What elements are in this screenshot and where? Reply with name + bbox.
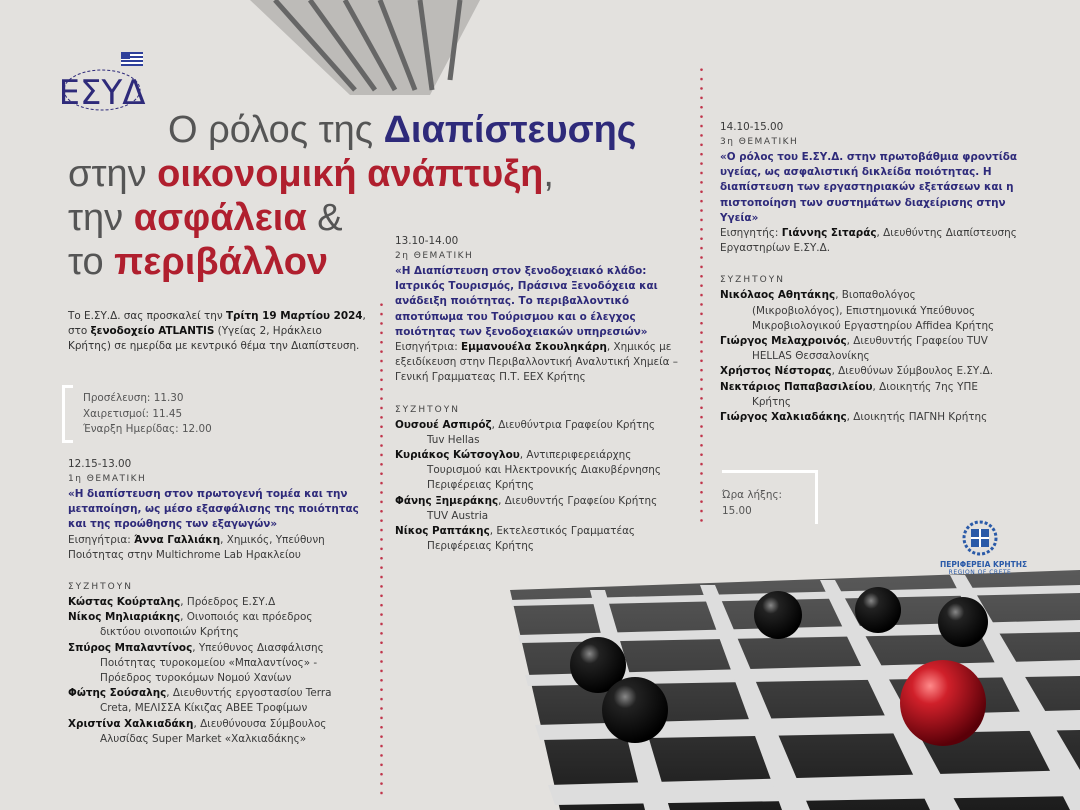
- panel-list: Νικόλαος Αθητάκης, Βιοπαθολόγος (Μικροβιολόγος), Επιστημονικά Υπεύθυνος Μικροβιολογικού Εργαστηρίου Affidea Κρήτης Γιώργος Μελαχροινός, Διευθυντής Γραφείου TUV HELLAS Θεσσαλονίκης Χρήστος Νέστορας, Διευθύνων Σύμβουλος Ε.ΣΥ.Δ. Νεκτάριος Παπαβασιλείου, Διοικητής 7ης ΥΠΕ Κρήτης Γιώργος Χαλκιαδάκης, Διοικητής ΠΑΓΝΗ Κρήτης: [720, 289, 995, 424]
- schedule-bracket: [62, 385, 73, 443]
- intro-text: Το Ε.ΣΥ.Δ. σας προσκαλεί την Τρίτη 19 Μαρτίου 2024, στο ξενοδοχείο ATLANTIS (Υγείας 2, Ηράκλειο Κρήτης) σε ημερίδα με κεντρικό θέμα την Διαπίστευση.: [68, 310, 366, 353]
- session-3: 14.10-15.00 3η ΘΕΜΑΤΙΚΗ «Ο ρόλος του Ε.ΣΥ.Δ. στην πρωτοβάθμια φροντίδα υγείας, ως ασφαλιστική δικλείδα ποιότητας. Η διαπίστευση των εργαστηριακών εξετάσεων και η πιστοποίηση των συστημάτων διαχείρισης στην Υγεία» Εισηγητής: Γιάννης Σιταράς, Διευθύντης Διαπίστευσης Εργαστηρίων Ε.ΣΥ.Δ. ΣΥΖΗΤΟΥΝ Νικόλαος Αθητάκης, Βιοπαθολόγος (Μικροβιολόγος), Επιστημονικά Υπεύθυνος Μικροβιολογικού Εργαστηρίου Affidea Κρήτης Γιώργος Μελαχροινός, Διευθυντής Γραφείου TUV HELLAS Θεσσαλονίκης Χρήστος Νέστορας, Διευθύνων Σύμβουλος Ε.ΣΥ.Δ. Νεκτάριος Παπαβασιλείου, Διοικητής 7ης ΥΠΕ Κρήτης Γιώργος Χαλκιαδάκης, Διοικητής ΠΑΓΝΗ Κρήτης: [720, 120, 1020, 425]
- panel-list: Ουσουέ Ασπιρόζ, Διευθύντρια Γραφείου Κρήτης Tuv Hellas Κυριάκος Κώτσογλου, Αντιπεριφερειάρχης Τουρισμού και Ηλεκτρονικής Διακυβέρνησης Περιφέρειας Κρήτης Φάνης Ξημεράκης, Διευθυντής Γραφείου Κρήτης TUV Austria Νίκος Ραπτάκης, Εκτελεστικός Γραμματέας Περιφέρειας Κρήτης: [395, 418, 661, 553]
- panel-list: Κώστας Κούρταλης, Πρόεδρος Ε.ΣΥ.Δ Νίκος Μηλιαριάκης, Οινοποιός και πρόεδρος δικτύου οινοποιών Κρήτης Σπύρος Μπαλαντίνος, Υπεύθυνος Διασφάλισης Ποιότητας τυροκομείου «Μπαλαντίνος» - Πρόεδρος τυροκόμων Νομού Χανίων Φώτης Σούσαλης, Διευθυντής εργοστασίου Terra Creta, ΜΕΛΙΣΣΑ Κίκιζας ΑΒΕΕ Τροφίμων Χριστίνα Χαλκιαδάκη, Διευθύνουσα Σύμβουλος Αλυσίδας Super Market «Χαλκιαδάκης»: [68, 596, 332, 745]
- esyd-logo: [62, 50, 162, 115]
- svg-text:ΕΣΥΔ: ΕΣΥΔ: [62, 73, 146, 113]
- schedule: Προσέλευση: 11.30 Χαιρετισμοί: 11.45 Έναρξη Ημερίδας: 12.00: [83, 392, 212, 435]
- greek-flag-icon: [121, 52, 143, 66]
- divider-right: [700, 65, 703, 525]
- top-stripes-graphic: [180, 0, 480, 95]
- end-time: Ώρα λήξης: 15.00: [722, 470, 818, 524]
- lanes-spheres-graphic: [390, 560, 1080, 810]
- session-2: 13.10-14.00 2η ΘΕΜΑΤΙΚΗ «Η Διαπίστευση στον ξενοδοχειακό κλάδο: Ιατρικός Τουρισμός, Πράσινα Ξενοδόχεια και ανάδειξη ποιότητας. Το περιβαλλοντικό αποτύπωμα του Τούρισμου και ο έλεγχος ποιότητας των ξενοδοχειακών υπηρεσιών» Εισηγήτρια: Εμμανουέλα Σκουληκάρη, Χημικός με εξειδίκευση στην Περιβαλλοντική Αναλυτική Χημεία – Γενική Γραμματεας Π.Τ. ΕΕΧ Κρήτης ΣΥΖΗΤΟΥΝ Ουσουέ Ασπιρόζ, Διευθύντρια Γραφείου Κρήτης Tuv Hellas Κυριάκος Κώτσογλου, Αντιπεριφερειάρχης Τουρισμού και Ηλεκτρονικής Διακυβέρνησης Περιφέρειας Κρήτης Φάνης Ξημεράκης, Διευθυντής Γραφείου Κρήτης TUV Austria Νίκος Ραπτάκης, Εκτελεστικός Γραμματέας Περιφέρειας Κρήτης: [395, 234, 690, 554]
- region-crete-logo: ΠΕΡΙΦΕΡΕΙΑ ΚΡΗΤΗΣ REGION OF CRETE: [940, 520, 1020, 577]
- coat-of-arms-icon: [960, 520, 1000, 556]
- session-1: 12.15-13.00 1η ΘΕΜΑΤΙΚΗ «Η διαπίστευση στον πρωτογενή τομέα και την μεταποίηση, ως μέσο εξασφάλισης της ποιότητας και της προώθησης των εξαγωγών» Εισηγήτρια: Άννα Γαλλιάκη, Χημικός, Υπεύθυνη Ποιότητας στην Multichrome Lab Ηρακλείου ΣΥΖΗΤΟΥΝ Κώστας Κούρταλης, Πρόεδρος Ε.ΣΥ.Δ Νίκος Μηλιαριάκης, Οινοποιός και πρόεδρος δικτύου οινοποιών Κρήτης Σπύρος Μπαλαντίνος, Υπεύθυνος Διασφάλισης Ποιότητας τυροκομείου «Μπαλαντίνος» - Πρόεδρος τυροκόμων Νομού Χανίων Φώτης Σούσαλης, Διευθυντής εργοστασίου Terra Creta, ΜΕΛΙΣΣΑ Κίκιζας ΑΒΕΕ Τροφίμων Χριστίνα Χαλκιαδάκη, Διευθύνουσα Σύμβουλος Αλυσίδας Super Market «Χαλκιαδάκης»: [68, 457, 368, 747]
- divider-left: [380, 300, 383, 795]
- page-title: Ο ρόλος της Διαπίστευσης στην οικονομική ανάπτυξη, την ασφάλεια & το περιβάλλον: [68, 109, 637, 283]
